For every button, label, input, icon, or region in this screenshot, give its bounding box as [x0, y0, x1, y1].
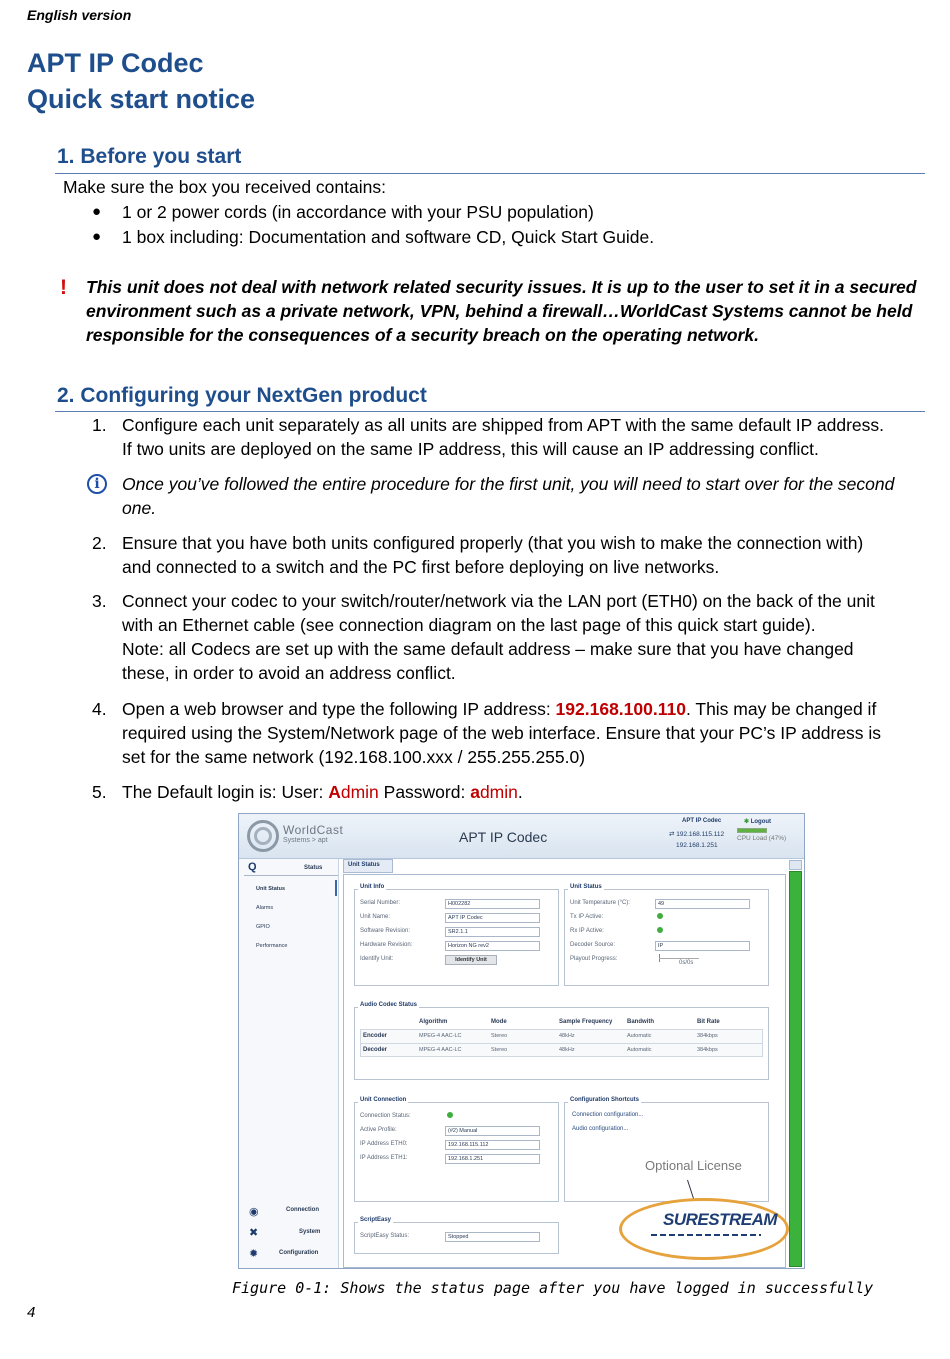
- warning-icon: !: [60, 276, 67, 299]
- doc-subtitle: Quick start notice: [27, 84, 256, 114]
- bullet-item-2: 1 box including: Documentation and software CD, Quick Start Guide.: [122, 227, 655, 247]
- shortcuts-title: Configuration Shortcuts: [570, 1097, 639, 1103]
- sidebar-status-header[interactable]: Q Status: [244, 862, 338, 876]
- identify-unit-button[interactable]: Identify Unit: [445, 955, 497, 965]
- table-cell: 384kbps: [697, 1033, 718, 1039]
- default-ip: 192.168.100.110: [555, 699, 686, 719]
- table-row: Decoder: [363, 1047, 388, 1053]
- eth1-field: 192.168.1.251: [445, 1154, 540, 1164]
- surestream-logo: SURESTREAM: [663, 1210, 778, 1229]
- warning-text: This unit does not deal with network related security issues. It is up to the user to set it in a secured environment such as a private network, VPN, behind a firewall…WorldCast Systems cannot be held responsible for the consequences of a security breach on the operating network.: [86, 277, 917, 345]
- section1-intro: Make sure the box you received contains:: [63, 177, 386, 197]
- table-cell: MPEG-4 AAC-LC: [419, 1047, 462, 1053]
- step-1-text: Configure each unit separately as all units are shipped from APT with the same default IP address. If two units are deployed on the same IP address, this will cause an IP addressing conflict.: [122, 415, 885, 459]
- sidebar-item-configuration[interactable]: Configuration: [279, 1250, 319, 1256]
- sidebar-item-alarms[interactable]: Alarms: [256, 905, 274, 911]
- rx-status-icon: [657, 927, 663, 933]
- search-icon: Q: [248, 861, 257, 873]
- info-note: Once you’ve followed the entire procedure for the first unit, you will need to start over for the second one.: [122, 474, 895, 518]
- section1-heading: 1. Before you start: [57, 145, 242, 168]
- app-title: APT IP Codec: [459, 829, 548, 845]
- default-password: dmin: [479, 782, 518, 802]
- tx-label: Tx IP Active:: [570, 914, 604, 920]
- doc-title: APT IP Codec: [27, 48, 204, 78]
- logout-icon: ✱: [744, 819, 751, 825]
- table-cell: Automatic: [627, 1033, 652, 1039]
- page-number: 4: [27, 1304, 36, 1321]
- connection-config-link[interactable]: Connection configuration...: [572, 1112, 644, 1118]
- ip-address-1: ⇄ 192.168.115.112: [669, 831, 725, 838]
- source-label: Decoder Source:: [570, 942, 616, 948]
- unit-name-label: Unit Name:: [360, 914, 391, 920]
- serial-label: Serial Number:: [360, 900, 401, 906]
- device-label: APT IP Codec: [682, 818, 722, 824]
- sidebar-item-gpio[interactable]: GPIO: [256, 924, 270, 930]
- status-page-screenshot: [238, 813, 805, 1269]
- bullet-icon: ●: [92, 228, 102, 245]
- connection-status-label: Connection Status:: [360, 1113, 411, 1119]
- step-number: 5.: [92, 782, 107, 802]
- temperature-label: Unit Temperature (°C):: [570, 900, 630, 906]
- temperature-field: 49: [655, 899, 750, 909]
- ip-address-2: 192.168.1.251: [676, 842, 718, 849]
- scripteasy-title: ScriptEasy: [360, 1217, 392, 1223]
- eth0-label: IP Address ETH0:: [360, 1141, 408, 1147]
- profile-label: Active Profile:: [360, 1127, 397, 1133]
- table-cell: 48kHz: [559, 1033, 575, 1039]
- col-header: Mode: [491, 1019, 507, 1025]
- gear-icon: ✹: [249, 1248, 259, 1260]
- step-number: 1.: [92, 415, 107, 435]
- identify-label: Identify Unit:: [360, 956, 394, 962]
- audio-config-link[interactable]: Audio configuration...: [572, 1126, 629, 1132]
- table-divider: [360, 1043, 763, 1044]
- tab-unit-status[interactable]: Unit Status: [343, 859, 393, 873]
- table-cell: 384kbps: [697, 1047, 718, 1053]
- step-number: 4.: [92, 699, 107, 719]
- optional-license-annotation: Optional License: [645, 1158, 742, 1173]
- cpu-load-bar: [737, 828, 767, 833]
- step-5-text: The Default login is: User: Admin Password: admin.: [122, 782, 523, 802]
- step-4-text: Open a web browser and type the following IP address: 192.168.100.110. This may be changed if required using the System/Network page of the web interface. Ensure that your PC’s IP address is set for the same network (192.168.100.xxx / 255.255.255.0): [122, 699, 882, 767]
- unit-status-title: Unit Status: [570, 884, 602, 890]
- bullet-item-1: 1 or 2 power cords (in accordance with your PSU population): [122, 202, 594, 222]
- sidebar-item-connection[interactable]: Connection: [286, 1207, 319, 1213]
- software-field: SR2.1.1: [445, 927, 540, 937]
- cpu-load: CPU Load (47%): [737, 835, 787, 842]
- sidebar-item-label[interactable]: Unit Status: [256, 886, 286, 892]
- section2-rule: [55, 411, 925, 412]
- playout-track: [659, 958, 699, 959]
- table-row: Encoder: [363, 1033, 388, 1039]
- section2-heading: 2. Configuring your NextGen product: [57, 384, 427, 407]
- logout-link[interactable]: ✱ Logout: [744, 819, 772, 825]
- unit-connection-title: Unit Connection: [360, 1097, 407, 1103]
- table-cell: 48kHz: [559, 1047, 575, 1053]
- serial-field: H002282: [445, 899, 540, 909]
- section1-rule: [55, 173, 925, 174]
- logo-sub: Systems > apt: [283, 837, 328, 844]
- step-2-text: Ensure that you have both units configured properly (that you wish to make the connection with) and connected to a switch and the PC first before deploying on live networks.: [122, 533, 864, 577]
- step-number: 2.: [92, 533, 107, 553]
- playout-label: Playout Progress:: [570, 956, 618, 962]
- audio-codec-title: Audio Codec Status: [360, 1002, 418, 1008]
- hardware-field: Horizon NG rev2: [445, 941, 540, 951]
- table-cell: Stereo: [491, 1047, 508, 1053]
- globe-icon: ◉: [249, 1206, 259, 1218]
- col-header: Sample Frequency: [559, 1019, 613, 1025]
- step-number: 3.: [92, 591, 107, 611]
- scripteasy-status-field: Stopped: [445, 1232, 540, 1242]
- scripteasy-status-label: ScriptEasy Status:: [360, 1233, 410, 1239]
- sidebar-item-system[interactable]: System: [299, 1229, 321, 1235]
- connection-status-icon: [447, 1112, 453, 1118]
- network-icon: ⇄: [669, 831, 677, 838]
- tools-icon: ✖: [249, 1227, 259, 1239]
- unit-name-field: APT IP Codec: [445, 913, 540, 923]
- col-header: Bandwith: [627, 1019, 654, 1025]
- default-user: dmin: [340, 782, 379, 802]
- info-icon: i: [87, 474, 107, 494]
- logo-name: WorldCast: [283, 823, 344, 837]
- scroll-button[interactable]: [789, 860, 802, 870]
- col-header: Algorithm: [419, 1019, 448, 1025]
- status-bar: [789, 871, 802, 1267]
- table-cell: Stereo: [491, 1033, 508, 1039]
- col-header: Bit Rate: [697, 1019, 720, 1025]
- logo-stripes: [651, 1234, 761, 1236]
- unit-info-title: Unit Info: [360, 884, 385, 890]
- playout-value: 0s/0s: [679, 960, 694, 966]
- language-label: English version: [27, 7, 132, 23]
- step-3-text: Connect your codec to your switch/router/network via the LAN port (ETH0) on the back of the unit with an Ethernet cable (see connection diagram on the last page of this quick start guide). Note: all Codecs are set up with the same default address – make sure that you have changed these, in order to avoid an address conflict.: [122, 591, 875, 683]
- hardware-label: Hardware Revision:: [360, 942, 413, 948]
- software-label: Software Revision:: [360, 928, 411, 934]
- eth1-label: IP Address ETH1:: [360, 1155, 408, 1161]
- worldcast-logo-inner: [254, 827, 272, 845]
- table-cell: Automatic: [627, 1047, 652, 1053]
- table-cell: MPEG-4 AAC-LC: [419, 1033, 462, 1039]
- sidebar-item-performance[interactable]: Performance: [256, 943, 288, 949]
- source-field: IP: [655, 941, 750, 951]
- bullet-icon: ●: [92, 203, 102, 220]
- tx-status-icon: [657, 913, 663, 919]
- rx-label: Rx IP Active:: [570, 928, 604, 934]
- profile-field: (#2) Manual: [445, 1126, 540, 1136]
- figure-caption: Figure 0-1: Shows the status page after you have logged in successfully: [232, 1279, 874, 1297]
- eth0-field: 192.168.115.112: [445, 1140, 540, 1150]
